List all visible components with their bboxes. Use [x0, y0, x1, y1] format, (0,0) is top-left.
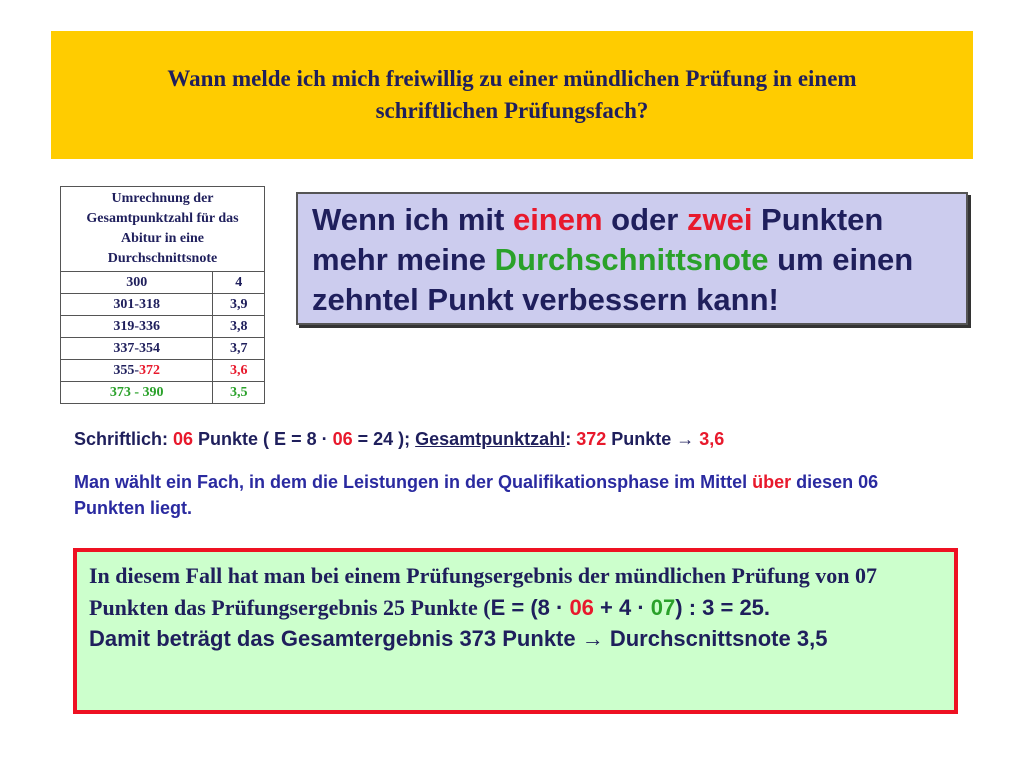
- grade-cell: 3,8: [213, 316, 265, 338]
- schriftlich-label: Schriftlich:: [74, 429, 174, 449]
- schriftlich-points: 06: [173, 429, 194, 449]
- result-text: In diesem Fall hat man bei einem Prüfungsergebnis der mündlichen Prüfung von 07 Punkten das Prüfungsergebnis 25 Punkte (: [89, 563, 877, 620]
- schriftlich-text: Punkte ( E = 8 ·: [193, 429, 333, 449]
- header-line-1: Umrechnung der: [111, 191, 214, 206]
- schriftlich-points-2: 06: [332, 429, 353, 449]
- callout-text: Wenn ich mit: [312, 202, 513, 237]
- conversion-table: [60, 186, 265, 404]
- formula-part: ) : 3 = 25.: [675, 595, 771, 620]
- range-cell: 319-336: [61, 316, 213, 338]
- range-cell: 337-354: [61, 338, 213, 360]
- grade-cell: 4: [213, 272, 265, 294]
- range-cell: 301-318: [61, 294, 213, 316]
- range-cell: 373 - 390: [61, 382, 213, 404]
- table-row: [61, 294, 265, 316]
- gesamtpunktzahl-label: Gesamtpunktzahl: [415, 429, 566, 449]
- result-explanation: [89, 560, 942, 624]
- grade-cell: 3,5: [213, 382, 265, 404]
- table-header: [61, 187, 265, 272]
- table-row: [61, 382, 265, 404]
- table-row: [61, 360, 265, 382]
- grade-cell: 3,9: [213, 294, 265, 316]
- schriftlich-text: :: [565, 429, 577, 449]
- resulting-grade: 3,6: [699, 429, 725, 449]
- page-title: [167, 63, 856, 127]
- callout-highlight-zwei: zwei: [686, 202, 753, 237]
- note-highlight: über: [752, 472, 792, 492]
- note-text: [74, 469, 944, 521]
- callout-highlight-note: Durchschnittsnote: [494, 242, 769, 277]
- callout-text: oder: [602, 202, 687, 237]
- range-cell: [61, 360, 213, 382]
- formula-oral-points: 07: [650, 595, 676, 620]
- header-line-3: Abitur in eine: [121, 231, 204, 246]
- range-highlight: 372: [139, 362, 161, 378]
- schriftlich-line: [74, 429, 724, 450]
- title-banner: [51, 31, 973, 159]
- callout-text: Punkten mehr meine: [312, 202, 884, 277]
- grade-cell: 3,7: [213, 338, 265, 360]
- note-text-part: diesen 06 Punkten liegt.: [74, 472, 879, 518]
- callout-highlight-einem: einem: [512, 202, 603, 237]
- table-row: [61, 338, 265, 360]
- formula-written-points: 06: [569, 595, 594, 620]
- schriftlich-text: Punkte →: [606, 429, 700, 449]
- formula-part: + 4 ·: [593, 595, 651, 620]
- table-header-row: [61, 187, 265, 272]
- note-text-part: Man wählt ein Fach, in dem die Leistungen in der Qualifikationsphase im Mittel: [74, 472, 753, 492]
- title-line-1: Wann melde ich mich freiwillig zu einer mündlichen Prüfung in einem: [167, 66, 857, 91]
- range-prefix: 355-: [113, 362, 140, 378]
- schriftlich-text: = 24 );: [352, 429, 416, 449]
- total-points: 372: [576, 429, 607, 449]
- title-line-2: schriftlichen Prüfungsfach?: [375, 98, 649, 123]
- header-line-4: Durchschnittsnote: [107, 251, 218, 266]
- callout-text: um einen zehntel Punkt verbessern kann!: [312, 242, 914, 317]
- result-conclusion: Damit beträgt das Gesamtergebnis 373 Punkte → Durchscnittsnote 3,5: [89, 626, 828, 651]
- grade-cell: 3,6: [213, 360, 265, 382]
- range-cell: 300: [61, 272, 213, 294]
- header-line-2: Gesamtpunktzahl für das: [86, 211, 239, 226]
- table-row: [61, 316, 265, 338]
- result-box: [73, 548, 958, 714]
- callout-box: [296, 192, 968, 325]
- table-row: [61, 272, 265, 294]
- formula-part: E = (8 ·: [490, 595, 570, 620]
